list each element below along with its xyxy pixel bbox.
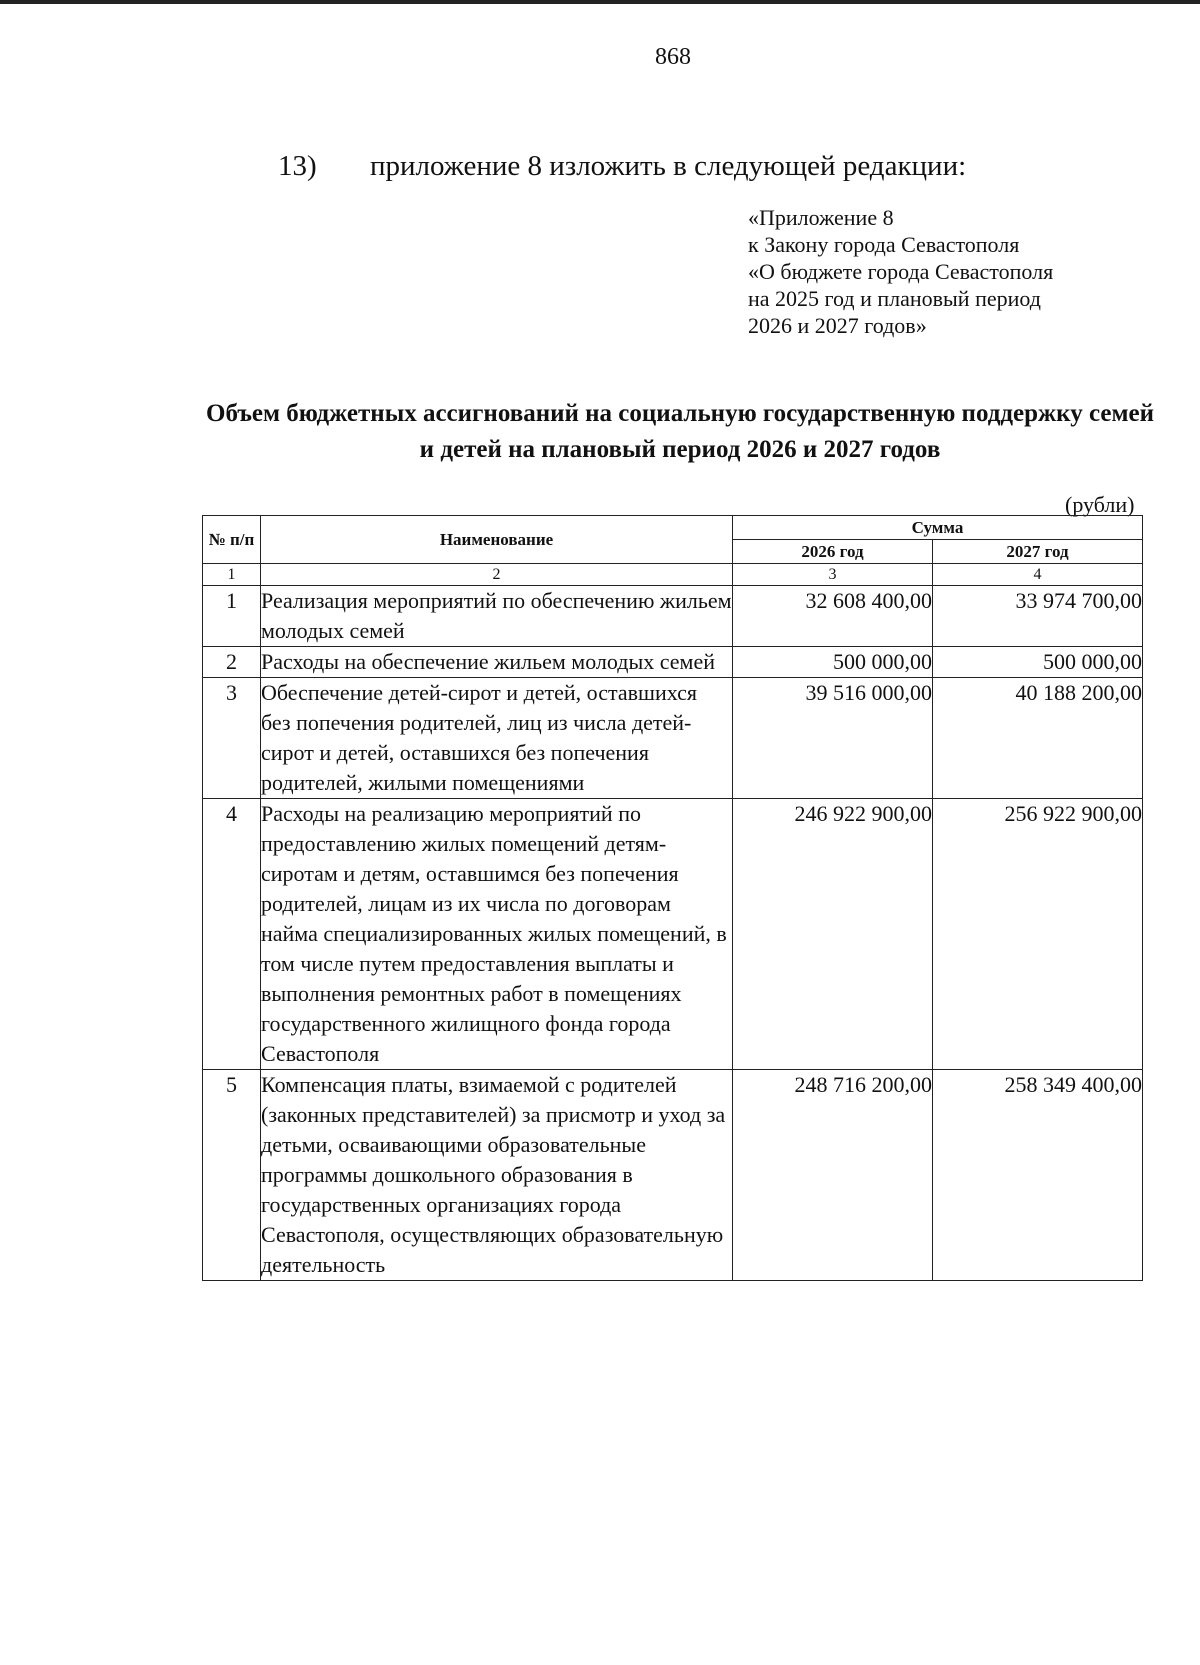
- document-title: Объем бюджетных ассигнований на социальную государственную поддержку семей и детей на плановый период 2026 и 2027 годов: [206, 400, 1154, 463]
- row-number: 3: [203, 678, 261, 799]
- row-number: 4: [203, 799, 261, 1070]
- column-number: 3: [733, 564, 933, 586]
- units-label: (рубли): [1065, 492, 1135, 517]
- row-name: Расходы на реализацию мероприятий по предоставлению жилых помещений детям-сиротам и детям, оставшимся без попечения родителей, лицам из их числа по договорам найма специализированных жилых помещений, в том числе путем предоставления выплаты и выполнения ремонтных работ в помещениях государственного жилищного фонда города Севастополя: [261, 799, 733, 1070]
- row-amount-2027: 33 974 700,00: [933, 586, 1143, 647]
- table-row: [203, 586, 1143, 647]
- appendix-line: «О бюджете города Севастополя: [748, 259, 1054, 284]
- row-number: 1: [203, 586, 261, 647]
- row-amount-2026: 39 516 000,00: [733, 678, 933, 799]
- table-row: [203, 1070, 1143, 1281]
- column-number: 4: [933, 564, 1143, 586]
- header-name: Наименование: [261, 516, 733, 564]
- appendix-line: на 2025 год и плановый период: [748, 286, 1041, 311]
- table-row: [203, 799, 1143, 1070]
- row-amount-2027: 258 349 400,00: [933, 1070, 1143, 1281]
- row-amount-2027: 256 922 900,00: [933, 799, 1143, 1070]
- row-amount-2027: 40 188 200,00: [933, 678, 1143, 799]
- page-number: 868: [655, 44, 691, 70]
- row-amount-2026: 32 608 400,00: [733, 586, 933, 647]
- header-number: № п/п: [203, 516, 261, 564]
- row-name: Компенсация платы, взимаемой с родителей (законных представителей) за присмотр и уход за детьми, осваивающими образовательные программы дошкольного образования в государственных организациях города Севастополя, осуществляющих образовательную деятельность: [261, 1070, 733, 1281]
- table-row: [203, 678, 1143, 799]
- page-top-border: [0, 0, 1200, 4]
- row-name: Реализация мероприятий по обеспечению жильем молодых семей: [261, 586, 733, 647]
- appendix-line: к Закону города Севастополя: [748, 232, 1020, 257]
- row-amount-2026: 246 922 900,00: [733, 799, 933, 1070]
- budget-table: [202, 515, 1143, 1281]
- appendix-line: 2026 и 2027 годов»: [748, 313, 927, 338]
- row-name: Расходы на обеспечение жильем молодых семей: [261, 647, 733, 678]
- column-number: 1: [203, 564, 261, 586]
- table-row: [203, 647, 1143, 678]
- amendment-text: приложение 8 изложить в следующей редакции:: [370, 150, 967, 182]
- row-amount-2027: 500 000,00: [933, 647, 1143, 678]
- appendix-line: «Приложение 8: [748, 205, 894, 230]
- header-year-2026: 2026 год: [733, 540, 933, 564]
- amendment-number: 13): [278, 150, 317, 182]
- row-amount-2026: 248 716 200,00: [733, 1070, 933, 1281]
- column-number: 2: [261, 564, 733, 586]
- row-name: Обеспечение детей-сирот и детей, оставшихся без попечения родителей, лиц из числа детей-сирот и детей, оставшихся без попечения родителей, жилыми помещениями: [261, 678, 733, 799]
- row-amount-2026: 500 000,00: [733, 647, 933, 678]
- header-year-2027: 2027 год: [933, 540, 1143, 564]
- appendix-header: [748, 204, 1053, 339]
- amendment-paragraph: [278, 150, 966, 183]
- row-number: 5: [203, 1070, 261, 1281]
- row-number: 2: [203, 647, 261, 678]
- header-sum: Сумма: [733, 516, 1143, 540]
